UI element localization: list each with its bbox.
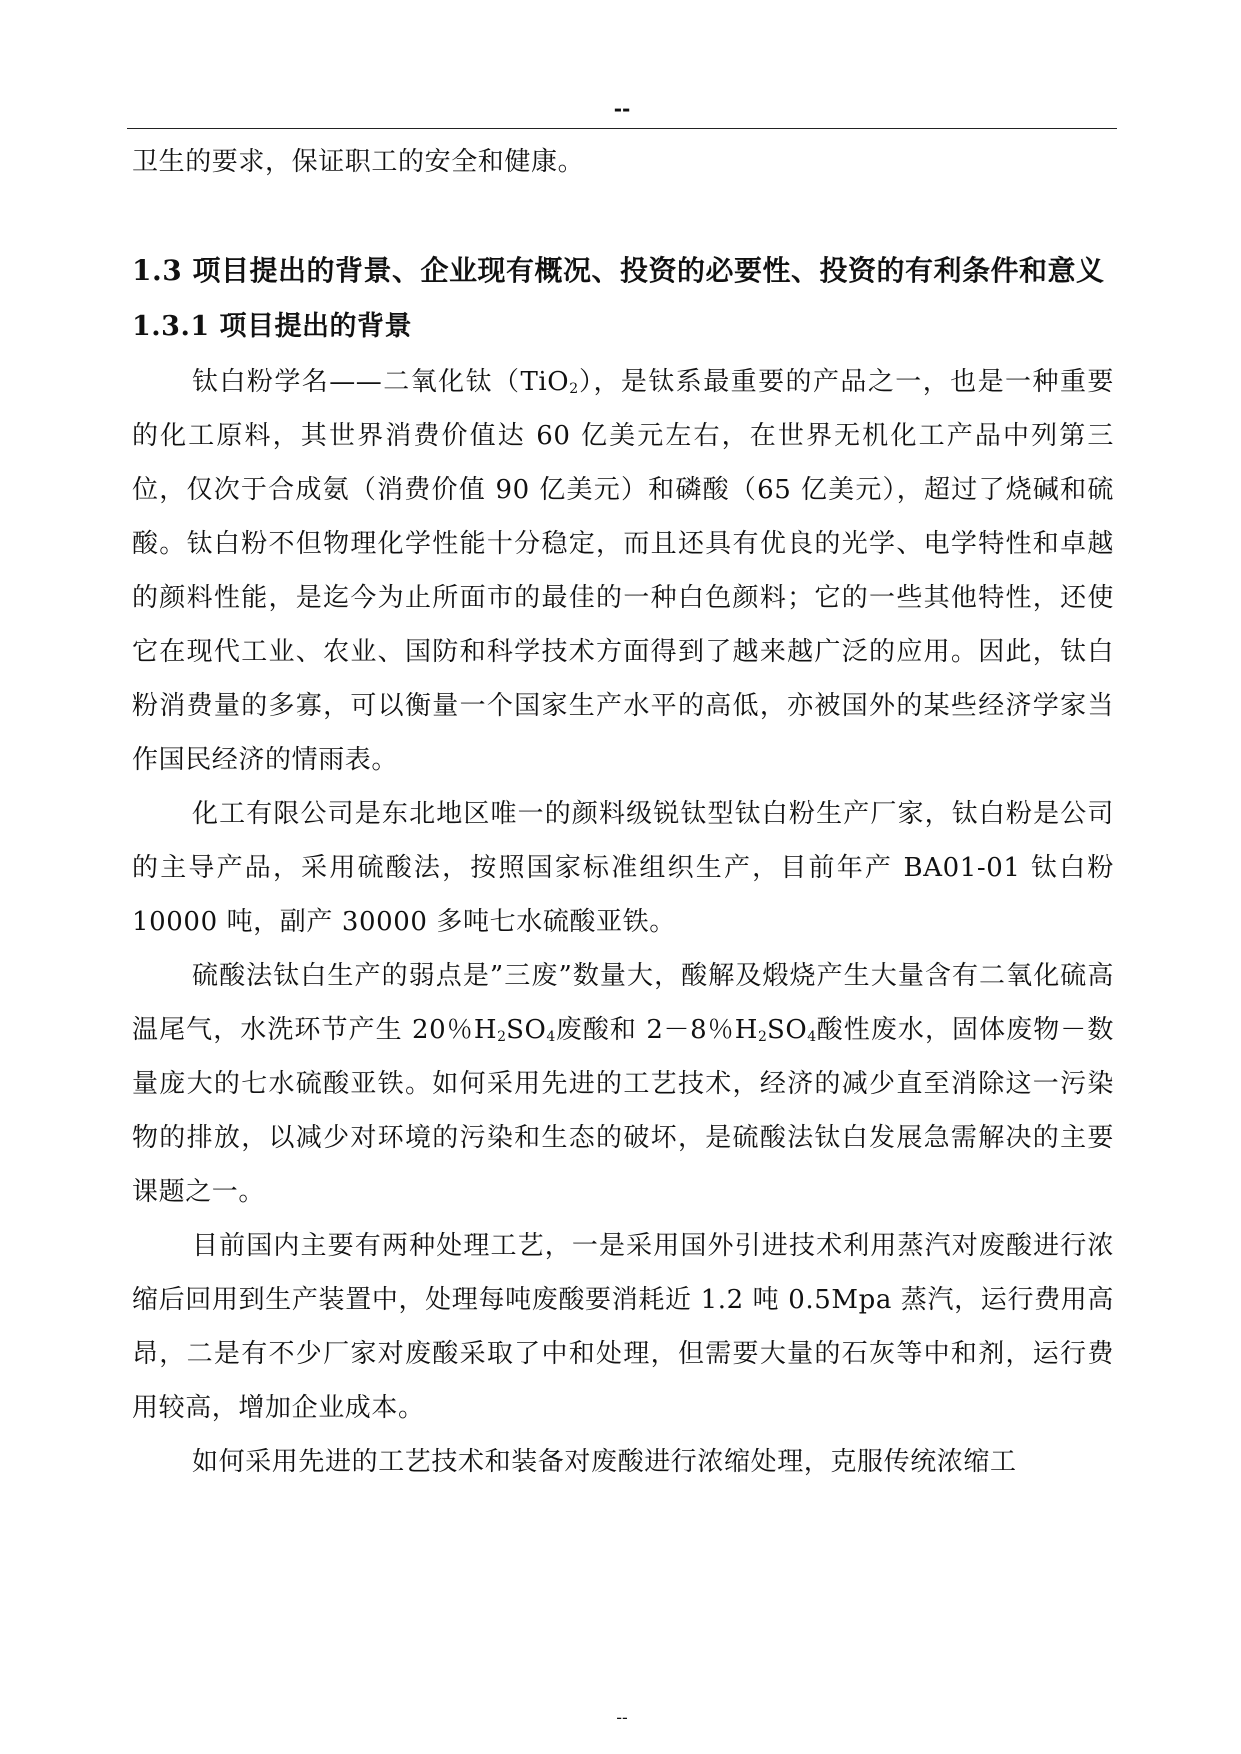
subscript: 2	[497, 1029, 507, 1045]
paragraph-waste-problem	[132, 949, 1114, 1219]
subscript: 4	[546, 1029, 556, 1045]
header-mark: --	[613, 97, 631, 121]
subscript: 4	[807, 1029, 817, 1045]
document-body	[132, 135, 1114, 1489]
paragraph-text: 酸性废水，固体废物－数量庞大的七水硫酸亚铁。如何采用先进的工艺技术，经济的减少直至消除这一污染物的排放，以减少对环境的污染和生态的破坏，是硫酸法钛白发展急需解决的主要课题之一。	[132, 1015, 1114, 1207]
paragraph-text: ），是钛系最重要的产品之一，也是一种重要的化工原料，其世界消费价值达 60 亿美元左右，在世界无机化工产品中列第三位，仅次于合成氨（消费价值 90 亿美元）和磷酸（65 亿美元），超过了烧碱和硫酸。钛白粉不但物理化学性能十分稳定，而且还具有优良的光学、电学特性和卓越的颜料性能，是迄今为止所面市的最佳的一种白色颜料；它的一些其他特性，还使它在现代工业、农业、国防和科学技术方面得到了越来越广泛的应用。因此，钛白粉消费量的多寡，可以衡量一个国家生产水平的高低，亦被国外的某些经济学家当作国民经济的情雨表。	[132, 367, 1114, 775]
paragraph-text: 钛白粉学名——二氧化钛（TiO	[192, 367, 570, 397]
subscript: 2	[569, 381, 579, 397]
paragraph-advanced-technology: 如何采用先进的工艺技术和装备对废酸进行浓缩处理，克服传统浓缩工	[192, 1447, 1017, 1477]
paragraph-text: SO	[766, 1015, 808, 1045]
paragraph-treatment-processes: 目前国内主要有两种处理工艺，一是采用国外引进技术利用蒸汽对废酸进行浓缩后回用到生产装置中，处理每吨废酸要消耗近 1.2 吨 0.5Mpa 蒸汽，运行费用高昂，二是有不少厂家对废酸采取了中和处理，但需要大量的石灰等中和剂，运行费用较高，增加企业成本。	[132, 1231, 1114, 1423]
paragraph-text: SO	[506, 1015, 547, 1045]
section-heading: 1.3 项目提出的背景、企业现有概况、投资的必要性、投资的有利条件和意义	[132, 254, 1105, 287]
page-header	[127, 92, 1117, 129]
paragraph-text: 硫酸法钛白生产的弱点是”三废”数量大，酸解及煅烧产生大量含有二氧化硫高温尾气，水洗环节产生 20％H	[132, 961, 1114, 1045]
subscript: 2	[758, 1029, 767, 1045]
subsection-heading: 1.3.1 项目提出的背景	[132, 311, 413, 342]
intro-paragraph: 卫生的要求，保证职工的安全和健康。	[132, 147, 585, 177]
paragraph-company-overview: 化工有限公司是东北地区唯一的颜料级锐钛型钛白粉生产厂家，钛白粉是公司的主导产品，采用硫酸法，按照国家标准组织生产，目前年产 BA01-01 钛白粉 10000 吨，副产 30000 多吨七水硫酸亚铁。	[132, 799, 1114, 937]
page-footer	[127, 1706, 1117, 1730]
paragraph-titanium-background	[132, 355, 1114, 787]
footer-mark: --	[616, 1708, 628, 1727]
paragraph-text: 废酸和 2－8％H	[555, 1015, 759, 1045]
